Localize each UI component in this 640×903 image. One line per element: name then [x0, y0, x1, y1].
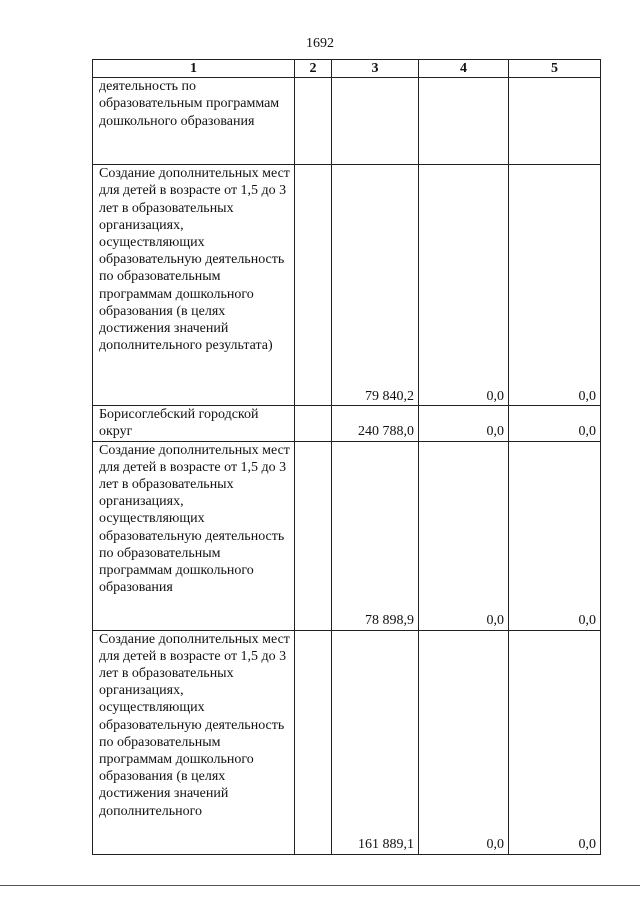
column-5-cell: [509, 78, 601, 165]
column-4-cell: 0,0: [419, 406, 509, 441]
table-header-row: [93, 60, 601, 78]
column-2-cell: [295, 165, 332, 406]
column-2-cell: [295, 78, 332, 165]
column-2-cell: [295, 630, 332, 854]
table-row: [93, 406, 601, 441]
column-3-cell: 240 788,0: [332, 406, 419, 441]
column-header-5: 5: [509, 60, 601, 78]
table-row: [93, 630, 601, 854]
column-3-cell: [332, 78, 419, 165]
column-5-cell: 0,0: [509, 630, 601, 854]
column-2-cell: [295, 406, 332, 441]
column-4-cell: 0,0: [419, 630, 509, 854]
column-5-cell: 0,0: [509, 165, 601, 406]
row-name-cell: Создание дополнительных мест для детей в возрасте от 1,5 до 3 лет в образовательных организациях, осуществляющих образовательную деятельность по образовательным программам дошкольного образования (в целях достижения значений дополнительного результата): [93, 165, 295, 406]
row-name-cell: Борисоглебский городской округ: [93, 406, 295, 441]
column-3-cell: 79 840,2: [332, 165, 419, 406]
page-bottom-divider: [0, 885, 640, 886]
row-name-cell: деятельность по образовательным программам дошкольного образования: [93, 78, 295, 165]
column-header-4: 4: [419, 60, 509, 78]
column-header-2: 2: [295, 60, 332, 78]
column-5-cell: 0,0: [509, 406, 601, 441]
column-2-cell: [295, 441, 332, 630]
row-name-cell: Создание дополнительных мест для детей в возрасте от 1,5 до 3 лет в образовательных организациях, осуществляющих образовательную деятельность по образовательным программам дошкольного образования (в целях достижения значений дополнительного: [93, 630, 295, 854]
budget-table: [92, 59, 601, 855]
column-header-3: 3: [332, 60, 419, 78]
table-row: [93, 441, 601, 630]
column-4-cell: 0,0: [419, 441, 509, 630]
column-5-cell: 0,0: [509, 441, 601, 630]
page-number: 1692: [306, 36, 334, 51]
table-row: [93, 78, 601, 165]
column-header-1: 1: [93, 60, 295, 78]
column-4-cell: 0,0: [419, 165, 509, 406]
row-name-cell: Создание дополнительных мест для детей в возрасте от 1,5 до 3 лет в образовательных организациях, осуществляющих образовательную деятельность по образовательным программам дошкольного образования: [93, 441, 295, 630]
column-4-cell: [419, 78, 509, 165]
column-3-cell: 161 889,1: [332, 630, 419, 854]
column-3-cell: 78 898,9: [332, 441, 419, 630]
table-row: [93, 165, 601, 406]
